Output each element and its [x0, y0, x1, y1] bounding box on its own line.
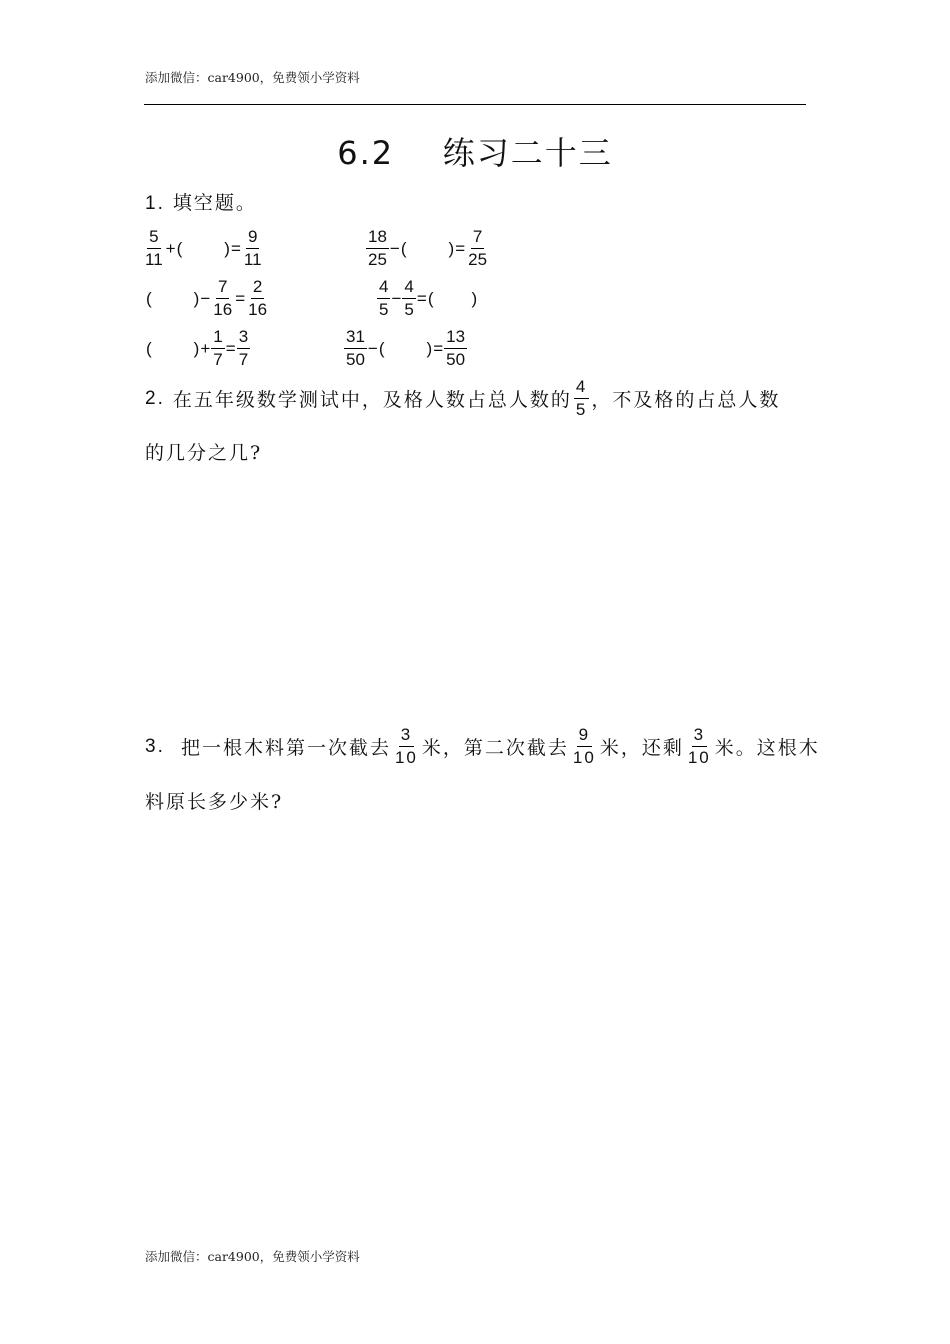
denominator: 25	[468, 250, 488, 269]
numerator: 18	[366, 226, 389, 249]
equals-sign: =	[225, 338, 236, 358]
fraction	[574, 376, 589, 421]
denominator: 16	[213, 300, 233, 319]
blank-close-paren: )	[426, 338, 433, 358]
equation-3	[146, 276, 269, 321]
denominator: 25	[368, 250, 387, 269]
question-2-text-before: 在五年级数学测试中，及格人数占总人数的	[172, 389, 572, 411]
numerator: 2	[251, 276, 264, 299]
fraction	[686, 724, 713, 769]
fraction	[466, 226, 489, 271]
denominator: 10	[394, 748, 418, 767]
header-text: 添加微信：car4900，免费领小学资料	[145, 70, 360, 85]
blank-close-paren: )	[224, 238, 230, 258]
fraction	[143, 226, 165, 271]
blank-close-paren: )	[193, 338, 200, 358]
denominator: 50	[446, 350, 466, 369]
denominator: 10	[687, 748, 711, 767]
denominator: 7	[213, 350, 223, 369]
equals-sign: =	[235, 288, 246, 308]
fraction	[393, 724, 420, 769]
question-2-line-1	[145, 376, 780, 421]
operator: −	[389, 238, 400, 258]
numerator: 5	[147, 226, 160, 249]
fraction	[402, 276, 415, 321]
fraction	[444, 326, 467, 371]
operator: −	[391, 288, 402, 308]
numerator: 9	[246, 226, 259, 249]
blank-open-paren: (	[176, 238, 183, 258]
equals-sign: =	[455, 238, 466, 258]
question-3-line-2: 料原长多少米?	[145, 791, 284, 813]
fraction	[344, 326, 367, 371]
fraction	[366, 226, 389, 271]
numerator: 7	[216, 276, 229, 299]
denominator: 5	[404, 300, 414, 319]
footer-text: 添加微信：car4900，免费领小学资料	[145, 1249, 360, 1264]
denominator: 50	[346, 350, 365, 369]
page-title	[0, 128, 950, 174]
denominator: 10	[572, 748, 596, 767]
blank-close-paren: )	[193, 288, 200, 308]
blank-open-paren: (	[427, 288, 434, 308]
denominator: 11	[145, 250, 163, 269]
question-2-line-2: 的几分之几?	[145, 442, 263, 464]
question-3-text-1: 把一根木料第一次截去	[180, 737, 391, 759]
numerator: 4	[574, 376, 589, 399]
question-1-text: 填空题。	[172, 192, 257, 214]
denominator: 11	[243, 250, 262, 269]
blank-close-paren: )	[471, 288, 478, 308]
fraction	[246, 276, 269, 321]
operator: +	[200, 338, 211, 358]
denominator: 16	[248, 300, 268, 319]
fraction	[571, 724, 598, 769]
denominator: 5	[575, 400, 588, 419]
equals-sign: =	[230, 238, 241, 258]
blank-close-paren: )	[448, 238, 455, 258]
question-2-number: 2.	[145, 387, 165, 409]
denominator: 7	[238, 350, 249, 369]
equals-sign: =	[416, 288, 427, 308]
numerator: 3	[237, 326, 250, 349]
blank-open-paren: (	[146, 338, 152, 358]
numerator: 1	[211, 326, 224, 349]
equation-4	[377, 276, 477, 321]
question-2-text-after: ，不及格的占总人数	[591, 389, 781, 411]
numerator: 4	[402, 276, 415, 299]
question-3-text-4: 米。这根木	[714, 737, 820, 759]
numerator: 4	[377, 276, 390, 299]
numerator: 31	[344, 326, 367, 349]
operator: −	[200, 288, 211, 308]
equals-sign: =	[433, 338, 444, 358]
numerator: 7	[471, 226, 484, 249]
blank-open-paren: (	[400, 238, 407, 258]
fraction	[242, 226, 264, 271]
question-3-line-1	[145, 724, 820, 769]
operator: +	[165, 238, 176, 258]
fraction	[211, 326, 224, 371]
question-1-heading	[145, 188, 257, 215]
equation-5	[146, 326, 250, 371]
title-text: 练习二十三	[442, 134, 613, 172]
fraction	[211, 276, 234, 321]
title-number: 6.2	[337, 134, 395, 172]
denominator: 5	[379, 300, 389, 319]
blank-open-paren: (	[378, 338, 385, 358]
equation-1	[143, 226, 264, 271]
equation-6	[344, 326, 467, 371]
numerator: 3	[399, 724, 414, 747]
header-rule	[144, 104, 806, 105]
fraction	[237, 326, 250, 371]
question-3-text-2: 米，第二次截去	[421, 737, 569, 759]
question-3-text-3: 米，还剩	[599, 737, 684, 759]
numerator: 9	[577, 724, 592, 747]
question-1-number: 1.	[145, 193, 165, 214]
question-3-number: 3.	[145, 735, 165, 757]
fraction	[377, 276, 390, 321]
equation-2	[366, 226, 489, 271]
numerator: 13	[444, 326, 467, 349]
blank-open-paren: (	[146, 288, 152, 308]
numerator: 3	[692, 724, 707, 747]
operator: −	[367, 338, 378, 358]
